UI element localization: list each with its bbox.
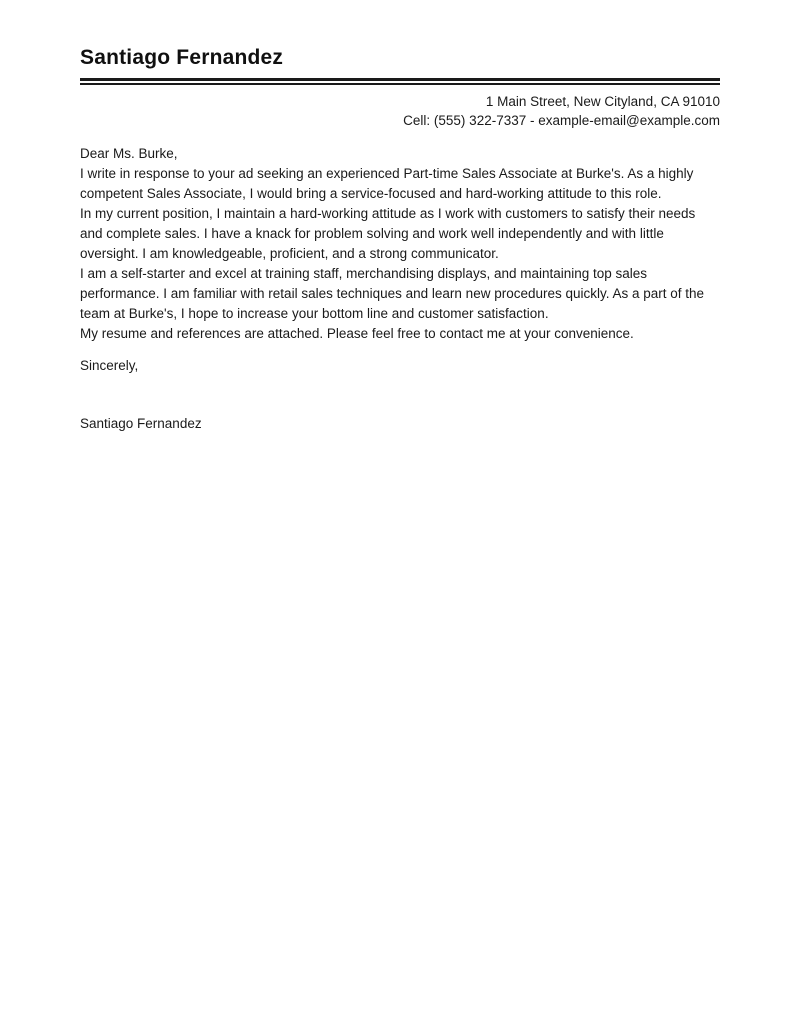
closing: Sincerely, xyxy=(80,358,139,373)
paragraph-skills: I am a self-starter and excel at training staff, merchandising displays, and maintaining top sales performance. I am familiar with retail sales techniques and learn new procedures quickly. As a part of the team at Burke's, I hope to increase your bottom line and customer satisfaction. xyxy=(80,266,705,321)
contact-address: 1 Main Street, New Cityland, CA 91010 xyxy=(485,94,720,109)
salutation: Dear Ms. Burke, xyxy=(80,146,178,161)
contact-block xyxy=(80,92,720,130)
paragraph-current-position: In my current position, I maintain a hard-working attitude as I work with customers to satisfy their needs and complete sales. I have a knack for problem solving and work well independently and with little oversight. I am knowledgeable, proficient, and a strong communicator. xyxy=(80,206,696,261)
paragraph-intro: I write in response to your ad seeking an experienced Part-time Sales Associate at Burke's. As a highly competent Sales Associate, I would bring a service-focused and hard-working attitude to this role. xyxy=(80,166,694,201)
signature-name: Santiago Fernandez xyxy=(80,416,202,431)
contact-phone-email: Cell: (555) 322-7337 - example-email@example.com xyxy=(403,113,720,128)
letterhead-double-rule xyxy=(80,78,720,85)
paragraph-resume-attached: My resume and references are attached. Please feel free to contact me at your convenience. xyxy=(80,326,634,341)
letter-content xyxy=(80,46,720,434)
letterhead-name: Santiago Fernandez xyxy=(80,46,284,69)
